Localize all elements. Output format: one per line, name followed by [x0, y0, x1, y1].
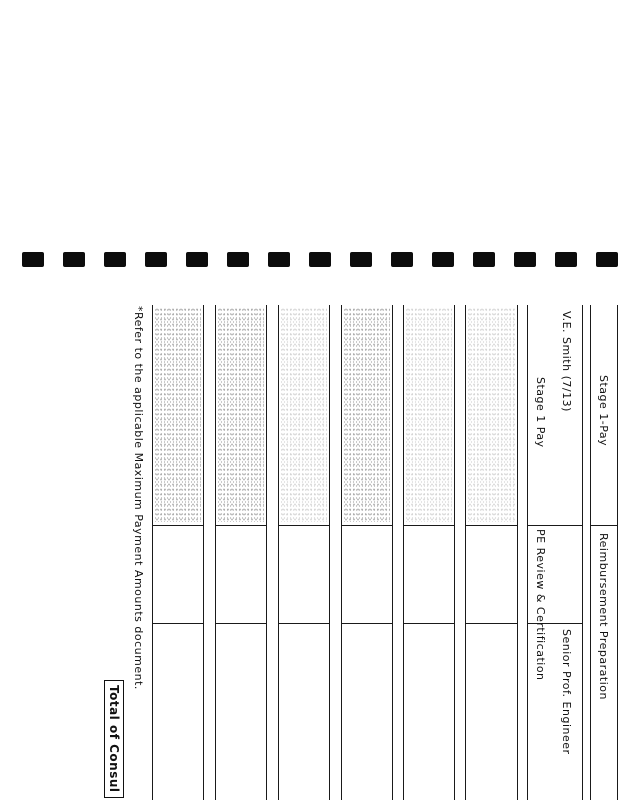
- row-cell-divider: [342, 525, 392, 526]
- shaded-cell: [406, 307, 452, 522]
- staff-task-label: PE Review & Certification: [534, 529, 547, 681]
- shaded-cell: [344, 307, 390, 522]
- staff-row: [527, 305, 583, 800]
- row-cell-divider: [216, 525, 266, 526]
- binding-hole: [22, 252, 44, 267]
- binding-hole: [555, 252, 577, 267]
- binding-hole: [145, 252, 167, 267]
- binding-hole: [432, 252, 454, 267]
- table-row: [465, 305, 518, 800]
- total-label: Total of Consul: [104, 680, 124, 798]
- row-cell-divider: [153, 623, 203, 624]
- binding-hole: [514, 252, 536, 267]
- binding-hole: [186, 252, 208, 267]
- table-row: [278, 305, 330, 800]
- staff-stage-label: Stage 1 Pay: [534, 377, 547, 448]
- binding-hole: [268, 252, 290, 267]
- binding-hole: [227, 252, 249, 267]
- row-cell-divider: [466, 623, 517, 624]
- table-row: [152, 305, 204, 800]
- staff-cell-divider: [528, 525, 582, 526]
- binding-hole: [350, 252, 372, 267]
- binding-hole: [391, 252, 413, 267]
- shaded-cell: [218, 307, 264, 522]
- header-cell-divider: [591, 525, 617, 526]
- staff-name: V.E. Smith (7/13): [560, 311, 573, 412]
- binding-hole: [309, 252, 331, 267]
- binding-hole: [63, 252, 85, 267]
- row-cell-divider: [279, 525, 329, 526]
- row-cell-divider: [404, 623, 454, 624]
- header-row: [590, 305, 618, 800]
- binding-hole: [596, 252, 618, 267]
- header-stage-label: Stage 1-Pay: [597, 375, 610, 447]
- shaded-cell: [281, 307, 327, 522]
- shaded-cell: [468, 307, 515, 522]
- row-cell-divider: [279, 623, 329, 624]
- row-cell-divider: [153, 525, 203, 526]
- row-cell-divider: [342, 623, 392, 624]
- staff-title-label: Senior Prof. Engineer: [560, 629, 573, 755]
- shaded-cell: [155, 307, 201, 522]
- footnote: *Refer to the applicable Maximum Payment Amounts document.: [132, 306, 145, 690]
- table-row: [215, 305, 267, 800]
- binding-hole: [473, 252, 495, 267]
- table-row: [403, 305, 455, 800]
- binding-holes: [0, 252, 618, 274]
- row-cell-divider: [216, 623, 266, 624]
- binding-hole: [104, 252, 126, 267]
- table-row: [341, 305, 393, 800]
- header-task-label: Reimbursement Preparation: [597, 533, 610, 700]
- row-cell-divider: [404, 525, 454, 526]
- row-cell-divider: [466, 525, 517, 526]
